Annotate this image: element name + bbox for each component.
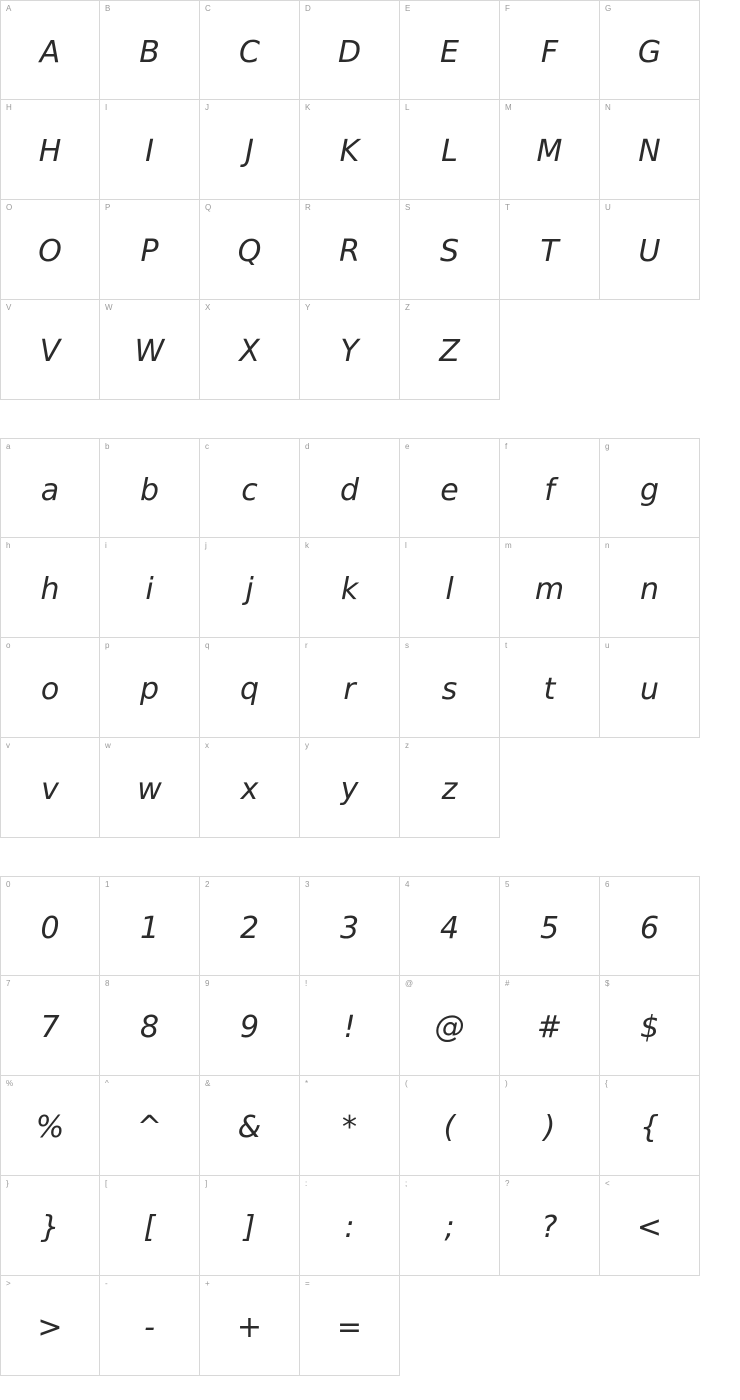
glyph-cell[interactable] — [300, 300, 400, 400]
glyph-character: N — [638, 134, 661, 169]
glyph-character: h — [40, 572, 60, 607]
glyph-character: U — [638, 234, 661, 269]
glyph-character: ? — [541, 1210, 558, 1245]
glyph-code: } — [6, 1179, 9, 1188]
glyph-code: 1 — [105, 880, 110, 889]
glyph-code: f — [505, 442, 508, 451]
glyph-character: s — [441, 672, 458, 707]
glyph-code: l — [405, 541, 407, 550]
glyph-code: ^ — [105, 1079, 109, 1088]
glyph-code: 2 — [205, 880, 210, 889]
glyph-character: { — [639, 1110, 660, 1145]
glyph-cell[interactable] — [200, 1276, 300, 1376]
glyph-code: L — [405, 103, 410, 112]
glyph-code: + — [205, 1279, 210, 1288]
glyph-cell[interactable] — [100, 438, 200, 538]
glyph-character: ^ — [136, 1110, 163, 1145]
glyph-code: J — [205, 103, 209, 112]
glyph-cell[interactable] — [200, 538, 300, 638]
glyph-code: h — [6, 541, 11, 550]
glyph-cell[interactable] — [300, 876, 400, 976]
glyph-character: T — [540, 234, 559, 269]
glyph-cell[interactable] — [200, 876, 300, 976]
glyph-character: 6 — [639, 910, 660, 946]
glyph-cell[interactable] — [0, 538, 100, 638]
glyph-code: % — [6, 1079, 14, 1088]
glyph-cell[interactable] — [100, 1276, 200, 1376]
glyph-code: & — [205, 1079, 211, 1088]
glyph-code: b — [105, 442, 110, 451]
glyph-character: H — [38, 134, 62, 169]
glyph-cell[interactable] — [500, 0, 600, 100]
glyph-cell[interactable] — [500, 876, 600, 976]
glyph-code: { — [605, 1079, 608, 1088]
glyph-row — [0, 976, 740, 1076]
glyph-code: 7 — [6, 979, 11, 988]
glyph-character: D — [337, 34, 362, 70]
glyph-character: c — [241, 472, 258, 508]
glyph-character: F — [540, 34, 559, 70]
glyph-code: 4 — [405, 880, 410, 889]
glyph-row — [0, 876, 740, 976]
glyph-code: X — [205, 303, 211, 312]
glyph-code: D — [305, 4, 311, 13]
glyph-code: Z — [405, 303, 410, 312]
glyph-character: a — [40, 472, 60, 508]
glyph-character: C — [239, 34, 260, 70]
glyph-code: A — [6, 4, 12, 13]
glyph-code: p — [105, 641, 110, 650]
glyph-character: 2 — [239, 910, 260, 946]
glyph-cell[interactable] — [200, 300, 300, 400]
glyph-code: Q — [205, 203, 212, 212]
glyph-character: 0 — [40, 910, 60, 946]
glyph-row — [0, 300, 740, 400]
glyph-cell[interactable] — [200, 100, 300, 200]
glyph-code: 9 — [205, 979, 210, 988]
glyph-cell[interactable] — [600, 100, 700, 200]
glyph-character: 3 — [339, 910, 360, 946]
glyph-code: Y — [305, 303, 311, 312]
glyph-cell[interactable] — [400, 438, 500, 538]
glyph-code: 0 — [6, 880, 11, 889]
glyph-code: s — [405, 641, 409, 650]
glyph-character: $ — [639, 1010, 660, 1045]
glyph-code: t — [505, 641, 508, 650]
glyph-code: m — [505, 541, 512, 550]
glyph-character: n — [639, 572, 659, 607]
glyph-code: n — [605, 541, 610, 550]
glyph-cell[interactable] — [200, 438, 300, 538]
glyph-code: j — [205, 541, 207, 550]
glyph-character: f — [544, 472, 555, 508]
glyph-character: E — [440, 34, 459, 70]
glyph-code: c — [205, 442, 209, 451]
glyph-character: % — [35, 1110, 65, 1145]
glyph-cell[interactable] — [400, 1176, 500, 1276]
glyph-character: k — [340, 572, 359, 607]
glyph-cell[interactable] — [400, 200, 500, 300]
glyph-character: # — [536, 1010, 563, 1045]
glyph-cell[interactable] — [600, 876, 700, 976]
glyph-cell[interactable] — [100, 876, 200, 976]
glyph-character: G — [637, 34, 662, 70]
glyph-cell[interactable] — [0, 100, 100, 200]
glyph-character: V — [39, 334, 61, 369]
glyph-character: y — [340, 772, 359, 807]
glyph-character: 4 — [439, 910, 460, 946]
glyph-character: P — [140, 234, 159, 269]
glyph-code: 3 — [305, 880, 310, 889]
glyph-cell[interactable] — [100, 300, 200, 400]
glyph-character: < — [636, 1210, 663, 1245]
glyph-code: 5 — [505, 880, 510, 889]
glyph-cell[interactable] — [0, 438, 100, 538]
glyph-row — [0, 200, 740, 300]
glyph-code: E — [405, 4, 411, 13]
glyph-character: d — [339, 472, 360, 508]
glyph-character: l — [445, 572, 454, 607]
glyph-character: ) — [543, 1110, 556, 1145]
glyph-character: u — [639, 672, 659, 707]
glyph-cell[interactable] — [0, 300, 100, 400]
glyph-cell[interactable] — [100, 976, 200, 1076]
glyph-cell[interactable] — [500, 638, 600, 738]
glyph-character: 7 — [40, 1010, 60, 1045]
glyph-cell[interactable] — [100, 200, 200, 300]
glyph-code: O — [6, 203, 13, 212]
glyph-code: r — [305, 641, 308, 650]
glyph-character: X — [239, 334, 260, 369]
glyph-code: - — [105, 1279, 108, 1288]
glyph-code: ? — [505, 1179, 510, 1188]
glyph-cell[interactable] — [100, 1076, 200, 1176]
glyph-code: I — [105, 103, 108, 112]
glyph-row — [0, 738, 740, 838]
glyph-row — [0, 638, 740, 738]
glyph-character: O — [38, 234, 62, 269]
glyph-code: N — [605, 103, 611, 112]
glyph-code: v — [6, 741, 10, 750]
glyph-code: < — [605, 1179, 610, 1188]
glyph-cell[interactable] — [500, 1076, 600, 1176]
glyph-cell[interactable] — [0, 738, 100, 838]
glyph-cell[interactable] — [300, 100, 400, 200]
glyph-code: T — [505, 203, 510, 212]
glyph-code: 8 — [105, 979, 110, 988]
glyph-character: w — [137, 772, 162, 807]
glyph-character: = — [336, 1310, 363, 1345]
glyph-character: B — [139, 34, 160, 70]
glyph-character: } — [40, 1210, 60, 1245]
glyph-code: : — [305, 1179, 308, 1188]
glyph-cell[interactable] — [0, 976, 100, 1076]
glyph-code: S — [405, 203, 411, 212]
glyph-cell[interactable] — [600, 638, 700, 738]
glyph-character: R — [339, 234, 360, 269]
glyph-character: i — [145, 572, 154, 607]
glyph-character: L — [441, 134, 458, 169]
glyph-character: 8 — [139, 1010, 160, 1045]
glyph-code: [ — [105, 1179, 108, 1188]
glyph-cell[interactable] — [300, 200, 400, 300]
glyph-character: S — [439, 234, 460, 269]
glyph-row — [0, 538, 740, 638]
glyph-cell[interactable] — [100, 738, 200, 838]
glyph-character: - — [144, 1310, 155, 1345]
glyph-code: ] — [205, 1179, 208, 1188]
glyph-row — [0, 100, 740, 200]
glyph-code: q — [205, 641, 210, 650]
glyph-character: J — [245, 134, 254, 169]
glyph-character: t — [543, 672, 556, 707]
glyph-character: @ — [434, 1010, 465, 1045]
glyph-character: ] — [243, 1210, 256, 1245]
glyph-character: > — [37, 1310, 63, 1345]
glyph-character: W — [134, 334, 165, 369]
glyph-cell[interactable] — [400, 876, 500, 976]
glyph-code: 6 — [605, 880, 610, 889]
glyph-character: m — [534, 572, 565, 607]
glyph-cell[interactable] — [500, 200, 600, 300]
glyph-cell[interactable] — [100, 538, 200, 638]
glyph-code: R — [305, 203, 311, 212]
glyph-code: w — [105, 741, 111, 750]
glyph-character: A — [39, 34, 61, 70]
glyph-cell[interactable] — [300, 638, 400, 738]
glyph-cell[interactable] — [600, 1076, 700, 1176]
glyph-cell[interactable] — [500, 100, 600, 200]
glyph-cell[interactable] — [0, 876, 100, 976]
glyph-cell[interactable] — [0, 200, 100, 300]
glyph-character: [ — [143, 1210, 156, 1245]
glyph-cell[interactable] — [300, 738, 400, 838]
glyph-cell[interactable] — [600, 200, 700, 300]
glyph-character: M — [536, 134, 563, 169]
glyph-code: i — [105, 541, 107, 550]
glyph-cell[interactable] — [600, 0, 700, 100]
glyph-cell[interactable] — [400, 1076, 500, 1176]
glyph-character: e — [440, 472, 459, 508]
glyph-character: g — [639, 472, 660, 508]
glyph-code: K — [305, 103, 311, 112]
glyph-cell[interactable] — [400, 100, 500, 200]
glyph-code: z — [405, 741, 409, 750]
glyph-character: ( — [443, 1110, 456, 1145]
glyph-code: G — [605, 4, 612, 13]
glyph-character: 1 — [139, 910, 160, 946]
glyph-code: y — [305, 741, 309, 750]
glyph-cell[interactable] — [0, 1176, 100, 1276]
glyph-code: d — [305, 442, 310, 451]
glyph-code: e — [405, 442, 410, 451]
glyph-code: ( — [405, 1079, 408, 1088]
glyph-character: r — [343, 672, 356, 707]
digits-symbols-glyph-grid — [0, 876, 740, 1376]
glyph-row — [0, 1176, 740, 1276]
glyph-character: ; — [444, 1210, 455, 1245]
glyph-code: x — [205, 741, 209, 750]
glyph-cell[interactable] — [0, 1276, 100, 1376]
glyph-cell[interactable] — [300, 1176, 400, 1276]
glyph-row — [0, 438, 740, 538]
glyph-cell[interactable] — [300, 976, 400, 1076]
glyph-code: $ — [605, 979, 610, 988]
glyph-row — [0, 0, 740, 100]
glyph-character: p — [139, 672, 160, 707]
glyph-character: : — [344, 1210, 355, 1245]
glyph-code: * — [305, 1079, 309, 1088]
glyph-cell[interactable] — [600, 976, 700, 1076]
glyph-character: v — [41, 772, 59, 807]
glyph-code: U — [605, 203, 611, 212]
glyph-row — [0, 1076, 740, 1176]
glyph-code: W — [105, 303, 113, 312]
glyph-cell[interactable] — [600, 1176, 700, 1276]
glyph-character: b — [139, 472, 160, 508]
glyph-cell[interactable] — [0, 0, 100, 100]
glyph-cell[interactable] — [100, 100, 200, 200]
glyph-code: P — [105, 203, 111, 212]
glyph-character: z — [441, 772, 458, 807]
glyph-cell[interactable] — [400, 976, 500, 1076]
glyph-code: k — [305, 541, 309, 550]
glyph-code: o — [6, 641, 11, 650]
glyph-character: I — [145, 134, 154, 169]
glyph-code: @ — [405, 979, 414, 988]
glyph-character: q — [239, 672, 260, 707]
glyph-cell[interactable] — [0, 1076, 100, 1176]
glyph-cell[interactable] — [200, 1176, 300, 1276]
glyph-cell[interactable] — [200, 638, 300, 738]
glyph-cell[interactable] — [200, 1076, 300, 1176]
glyph-code: H — [6, 103, 12, 112]
glyph-cell[interactable] — [300, 0, 400, 100]
glyph-character: x — [240, 772, 259, 807]
glyph-cell[interactable] — [300, 538, 400, 638]
glyph-code: F — [505, 4, 510, 13]
glyph-code: u — [605, 641, 610, 650]
glyph-cell[interactable] — [200, 0, 300, 100]
glyph-character: * — [342, 1110, 357, 1145]
glyph-code: ) — [505, 1079, 508, 1088]
glyph-character: ! — [343, 1010, 356, 1045]
glyph-cell[interactable] — [100, 0, 200, 100]
glyph-code: M — [505, 103, 512, 112]
glyph-cell[interactable] — [200, 738, 300, 838]
glyph-cell[interactable] — [400, 638, 500, 738]
glyph-character: Y — [340, 334, 359, 369]
glyph-character: j — [245, 572, 254, 607]
glyph-cell[interactable] — [400, 0, 500, 100]
glyph-cell[interactable] — [500, 1176, 600, 1276]
glyph-code: ; — [405, 1179, 408, 1188]
glyph-code: > — [6, 1279, 11, 1288]
glyph-cell[interactable] — [300, 438, 400, 538]
glyph-cell[interactable] — [100, 1176, 200, 1276]
glyph-code: # — [505, 979, 510, 988]
glyph-character: + — [236, 1310, 263, 1345]
glyph-character: o — [40, 672, 60, 707]
glyph-cell[interactable] — [500, 976, 600, 1076]
glyph-cell[interactable] — [400, 538, 500, 638]
glyph-row — [0, 1276, 740, 1376]
glyph-cell[interactable] — [200, 976, 300, 1076]
glyph-cell[interactable] — [500, 438, 600, 538]
glyph-character: Q — [237, 234, 262, 269]
lowercase-glyph-grid — [0, 438, 740, 838]
glyph-cell[interactable] — [300, 1276, 400, 1376]
glyph-code: = — [305, 1279, 310, 1288]
glyph-character: K — [339, 134, 360, 169]
glyph-cell[interactable] — [0, 638, 100, 738]
uppercase-glyph-grid — [0, 0, 740, 400]
glyph-code: V — [6, 303, 12, 312]
glyph-code: a — [6, 442, 11, 451]
glyph-character: 9 — [239, 1010, 260, 1045]
glyph-code: ! — [305, 979, 308, 988]
glyph-character: & — [237, 1110, 262, 1145]
glyph-character: 5 — [539, 910, 560, 946]
glyph-code: C — [205, 4, 211, 13]
glyph-cell[interactable] — [200, 200, 300, 300]
glyph-character: Z — [439, 334, 460, 369]
glyph-cell[interactable] — [500, 538, 600, 638]
glyph-cell[interactable] — [400, 738, 500, 838]
glyph-code: B — [105, 4, 111, 13]
glyph-cell[interactable] — [400, 300, 500, 400]
glyph-cell[interactable] — [600, 538, 700, 638]
glyph-cell[interactable] — [300, 1076, 400, 1176]
glyph-cell[interactable] — [600, 438, 700, 538]
glyph-cell[interactable] — [100, 638, 200, 738]
glyph-code: g — [605, 442, 610, 451]
